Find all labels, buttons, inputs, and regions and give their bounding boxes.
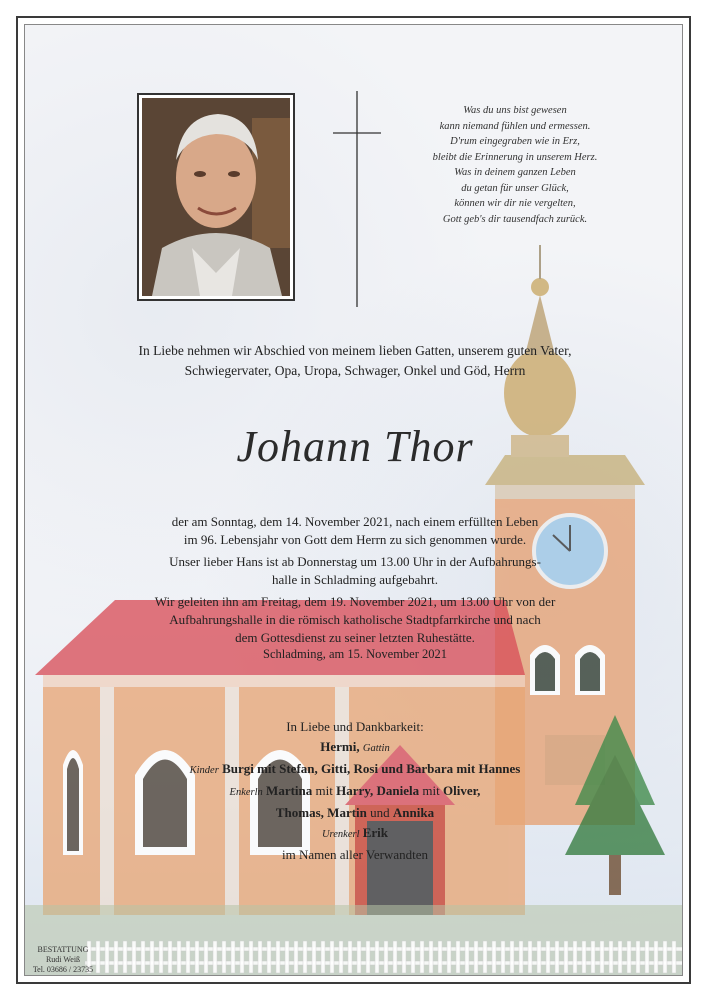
fence-picket	[312, 941, 316, 973]
fence-picket	[627, 941, 631, 973]
portrait-photo-frame	[137, 93, 295, 301]
fence-picket	[555, 941, 559, 973]
fence-picket	[429, 941, 433, 973]
fence-picket	[483, 941, 487, 973]
place-date: Schladming, am 15. November 2021	[263, 647, 447, 661]
farewell-intro	[105, 341, 605, 381]
fence-picket	[276, 941, 280, 973]
viewing-notice	[95, 553, 615, 589]
fence-picket	[618, 941, 622, 973]
fence-picket	[240, 941, 244, 973]
intro-line: In Liebe nehmen wir Abschied von meinem lieben Gatten, unserem guten Vater,	[138, 343, 572, 358]
fence-picket	[393, 941, 397, 973]
funeral-line: Aufbahrungshalle in die römisch katholische Stadtpfarrkirche und nach	[169, 612, 541, 627]
fence-picket	[159, 941, 163, 973]
fence-picket	[402, 941, 406, 973]
funeral-home-name: Rudi Weiß	[45, 955, 81, 964]
fence-picket	[105, 941, 109, 973]
poem-line: kann niemand fühlen und ermessen.	[439, 120, 591, 132]
funeral-notice	[95, 593, 615, 647]
family-list	[95, 717, 615, 865]
fence-picket	[258, 941, 262, 973]
fence-picket	[303, 941, 307, 973]
poem-line: du getan für unser Glück,	[461, 182, 569, 194]
funeral-line: dem Gottesdienst zu seiner letzten Ruhestätte.	[235, 630, 475, 645]
grandchildren-line-2	[95, 803, 615, 823]
fence-picket	[141, 941, 145, 973]
poem-line: Was du uns bist gewesen	[463, 105, 567, 116]
grandchild-name: Annika	[392, 805, 435, 820]
fence-picket	[645, 941, 649, 973]
fence-picket	[294, 941, 298, 973]
funeral-home-info	[27, 945, 99, 975]
fence-picket	[114, 941, 118, 973]
fence-picket	[582, 941, 586, 973]
fence-picket	[186, 941, 190, 973]
fence-picket	[267, 941, 271, 973]
death-notice-line: im 96. Lebensjahr von Gott dem Herrn zu sich genommen wurde.	[183, 532, 527, 547]
death-notice-line: der am Sonntag, dem 14. November 2021, nach einem erfüllten Leben	[171, 514, 539, 529]
fence-picket	[456, 941, 460, 973]
death-notice	[95, 513, 615, 549]
fence-picket	[654, 941, 658, 973]
fence-picket	[195, 941, 199, 973]
fence-picket	[357, 941, 361, 973]
connector: und	[366, 805, 393, 820]
deceased-name: Johann Thor	[236, 422, 474, 471]
fence-picket	[330, 941, 334, 973]
fence-picket	[285, 941, 289, 973]
fence-picket	[231, 941, 235, 973]
children-names: Burgi mit Stefan, Gitti, Rosi und Barbara mit Hannes	[222, 761, 521, 776]
fence-picket	[222, 941, 226, 973]
poem-line: Gott geb's dir tausendfach zurück.	[442, 213, 588, 225]
children-line	[95, 759, 615, 781]
spouse-name: Hermi,	[320, 739, 360, 754]
fence-picket	[321, 941, 325, 973]
children-role: Kinder	[189, 765, 219, 776]
fence-picket	[510, 941, 514, 973]
fence-picket	[420, 941, 424, 973]
grandchild-name: Oliver,	[443, 783, 481, 798]
grandchild-name: Thomas, Martin	[275, 805, 367, 820]
fence-picket	[609, 941, 613, 973]
fence-picket	[384, 941, 388, 973]
fence-picket	[375, 941, 379, 973]
fence-picket	[564, 941, 568, 973]
viewing-line: Unser lieber Hans ist ab Donnerstag um 13.00 Uhr in der Aufbahrungs-	[169, 554, 541, 569]
connector: mit	[419, 783, 443, 798]
fence-picket	[474, 941, 478, 973]
portrait-photo	[142, 98, 290, 296]
fence-picket	[447, 941, 451, 973]
fence-picket	[150, 941, 154, 973]
fence-picket	[204, 941, 208, 973]
family-heading: In Liebe und Dankbarkeit:	[286, 719, 424, 734]
grandchild-name: Martina	[266, 783, 313, 798]
fence-picket	[546, 941, 550, 973]
fence-picket	[168, 941, 172, 973]
great-grandchild-name: Erik	[362, 825, 389, 840]
cross-icon	[333, 91, 381, 307]
fence-picket	[411, 941, 415, 973]
fence-picket	[348, 941, 352, 973]
fence-picket	[672, 941, 676, 973]
fence-picket	[339, 941, 343, 973]
family-closing: im Namen aller Verwandten	[282, 847, 428, 862]
connector: mit	[312, 783, 337, 798]
fence-picket	[438, 941, 442, 973]
grandchildren-role: Enkerln	[229, 787, 263, 798]
parte-card	[24, 24, 683, 976]
fence-picket	[132, 941, 136, 973]
fence-picket	[591, 941, 595, 973]
funeral-home-phone: Tel. 03686 / 23735	[32, 965, 94, 974]
fence-picket	[501, 941, 505, 973]
spouse-line	[95, 737, 615, 759]
intro-line: Schwiegervater, Opa, Uropa, Schwager, Onkel und Göd, Herrn	[184, 363, 526, 378]
fence-picket	[636, 941, 640, 973]
great-grandchildren-line	[95, 823, 615, 845]
fence-picket	[492, 941, 496, 973]
fence-picket	[465, 941, 469, 973]
grandchild-name: Harry, Daniela	[336, 783, 420, 798]
grandchildren-line	[95, 781, 615, 803]
great-grandchildren-role: Urenkerl	[321, 829, 360, 840]
fence-picket	[573, 941, 577, 973]
poem-line: bleibt die Erinnerung in unserem Herz.	[432, 151, 598, 163]
viewing-line: halle in Schladming aufgebahrt.	[271, 572, 439, 587]
fence-picket	[213, 941, 217, 973]
funeral-line: Wir geleiten ihn am Freitag, dem 19. November 2021, um 13.00 Uhr von der	[154, 594, 556, 609]
fence-picket	[600, 941, 604, 973]
poem-line: Was in deinem ganzen Leben	[454, 167, 576, 178]
fence-picket	[519, 941, 523, 973]
spouse-role: Gattin	[362, 743, 390, 754]
poem-line: D'rum eingegraben wie in Erz,	[450, 136, 580, 147]
fence-picket	[249, 941, 253, 973]
fence-picket	[663, 941, 667, 973]
funeral-home-title: BESTATTUNG	[37, 945, 89, 954]
fence-picket	[177, 941, 181, 973]
fence-picket	[366, 941, 370, 973]
poem-line: können wir dir nie vergelten,	[454, 198, 576, 209]
fence-picket	[528, 941, 532, 973]
memorial-poem	[395, 103, 635, 227]
fence-picket	[123, 941, 127, 973]
fence-picket	[537, 941, 541, 973]
